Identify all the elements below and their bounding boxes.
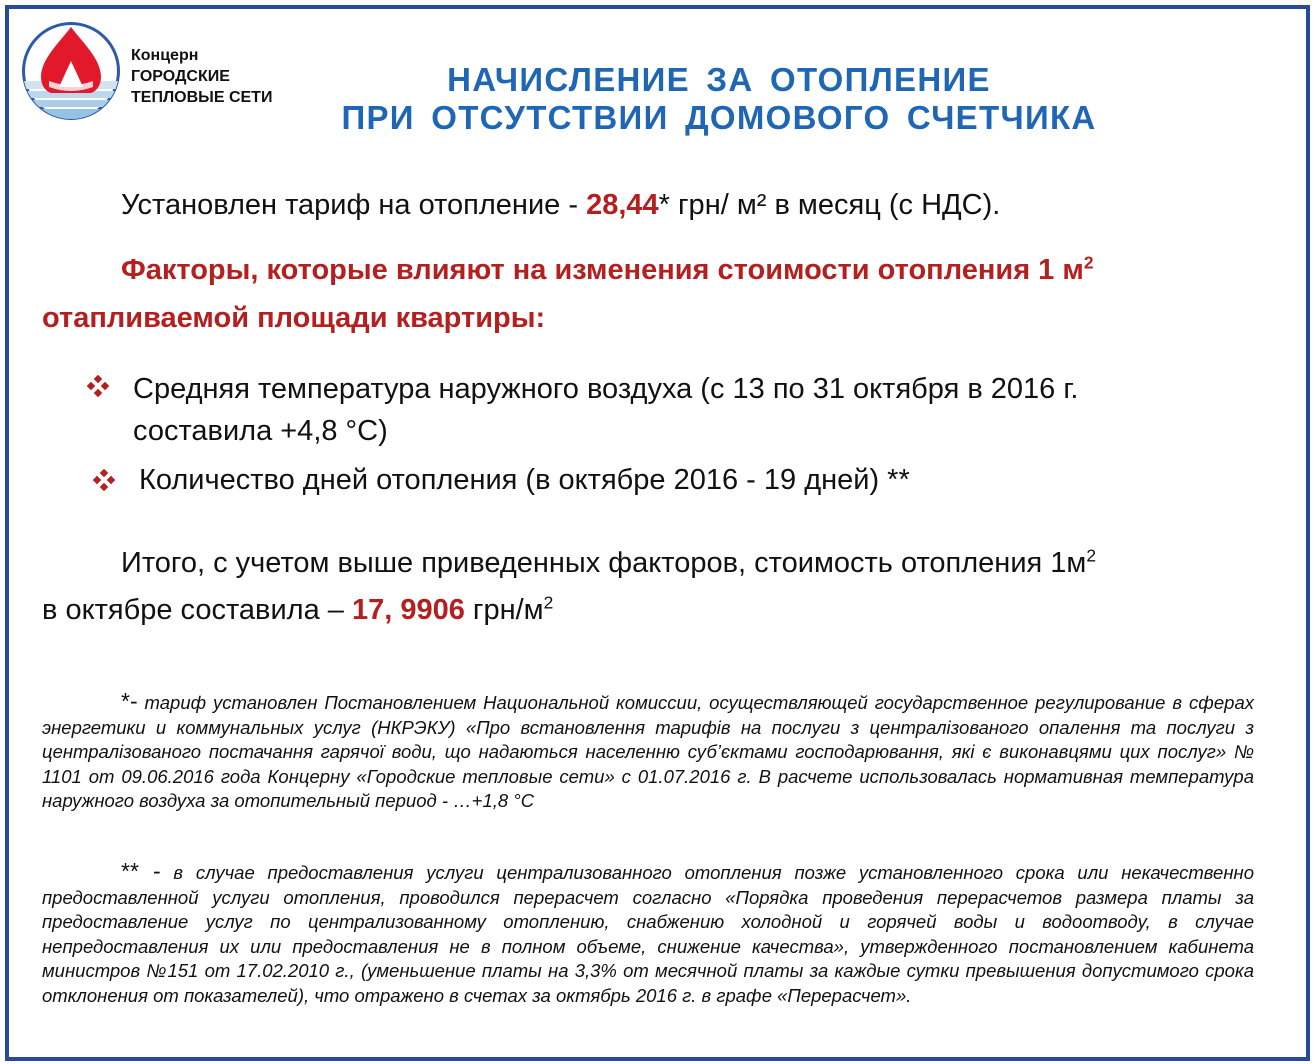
total-sup-1: 2 bbox=[1086, 545, 1097, 566]
logo-line-1: Концерн bbox=[131, 47, 199, 64]
tariff-suffix: * грн/ м² в месяц (с НДС). bbox=[658, 189, 1001, 221]
bullet-1-line-2: составила +4,8 °С) bbox=[133, 415, 388, 447]
total-sup-2: 2 bbox=[543, 592, 554, 613]
total-line-1: Итого, с учетом выше приведенных факторов, стоимость отопления 1м bbox=[121, 547, 1087, 579]
bullet-1-line-1: Средняя температура наружного воздуха (с 13 по 31 октября в 2016 г. bbox=[133, 373, 1079, 405]
footnote-2 bbox=[42, 859, 1254, 1008]
logo-drop-icon bbox=[19, 19, 127, 127]
factors-text-2: отапливаемой площади квартиры: bbox=[42, 302, 546, 334]
total-line-2-prefix: в октябре составила – bbox=[42, 594, 352, 626]
diamond-bullet-icon bbox=[93, 469, 115, 491]
bullet-2-line-1: Количество дней отопления (в октябре 2016 - 19 дней) ** bbox=[139, 464, 910, 496]
total-value: 17, 9906 bbox=[351, 594, 465, 626]
footnote-2-text: в случае предоставления услуги централизованного отопления позже установленного срока или некачественно предоставленной услуги отопления, проводился перерасчет согласно «Порядка проведения перерасчетов размера платы за предоставление услуг по централизованному отоплению, снабжению холодной и горячей воды и водоотводу, в случае непредоставления их или предоставления не в полном объеме, снижение качества», утвержденного постановлением кабинета министров №151 от 17.02.2010 г., (уменьшение платы на 3,3% от месячной платы за каждые сутки превышения допустимого срока отклонения от показателей), что отражено в счетах за октябрь 2016 г. в графе «Перерасчет». bbox=[42, 862, 1254, 1006]
tariff-value: 28,44 bbox=[586, 189, 659, 221]
company-logo bbox=[19, 19, 304, 124]
tariff-prefix: Установлен тариф на отопление - bbox=[121, 189, 587, 221]
page-title bbox=[309, 61, 1129, 137]
tariff-line bbox=[121, 184, 1000, 226]
footnote-2-mark: ** - bbox=[121, 858, 161, 884]
factors-heading bbox=[42, 246, 1272, 342]
factors-sup: 2 bbox=[1083, 252, 1094, 273]
logo-line-2: ГОРОДСКИЕ bbox=[131, 68, 230, 85]
slide bbox=[5, 5, 1310, 1061]
footnote-1-mark: *- bbox=[121, 688, 138, 714]
diamond-bullet-icon bbox=[87, 375, 109, 397]
bullet-item bbox=[133, 368, 1078, 452]
title-line-1: НАЧИСЛЕНИЕ ЗА ОТОПЛЕНИЕ bbox=[447, 61, 991, 98]
logo-line-3: ТЕПЛОВЫЕ СЕТИ bbox=[131, 89, 273, 106]
bullet-item bbox=[139, 459, 910, 501]
footnote-1 bbox=[42, 689, 1254, 814]
footnote-1-text: тариф установлен Постановлением Национальной комиссии, осуществляющей государственное регулирование в сферах энергетики и коммунальных услуг (НКРЭКУ) «Про встановлення тарифів на послуги з централізованого опалення та послуги з централізованого постачання гарячої води, що надаються населенню суб’єктами господарювання, які є виконавцями цих послуг» № 1101 от 09.06.2016 года Концерну «Городские тепловые сети» с 01.07.2016 г. В расчете использовалась нормативная температура наружного воздуха за отопительный период - …+1,8 °С bbox=[42, 692, 1254, 811]
total-block bbox=[42, 540, 1096, 634]
title-line-2: ПРИ ОТСУТСТВИИ ДОМОВОГО СЧЕТЧИКА bbox=[341, 99, 1097, 136]
total-unit: грн/м bbox=[464, 594, 544, 626]
factors-text: Факторы, которые влияют на изменения стоимости отопления 1 м bbox=[121, 254, 1084, 286]
